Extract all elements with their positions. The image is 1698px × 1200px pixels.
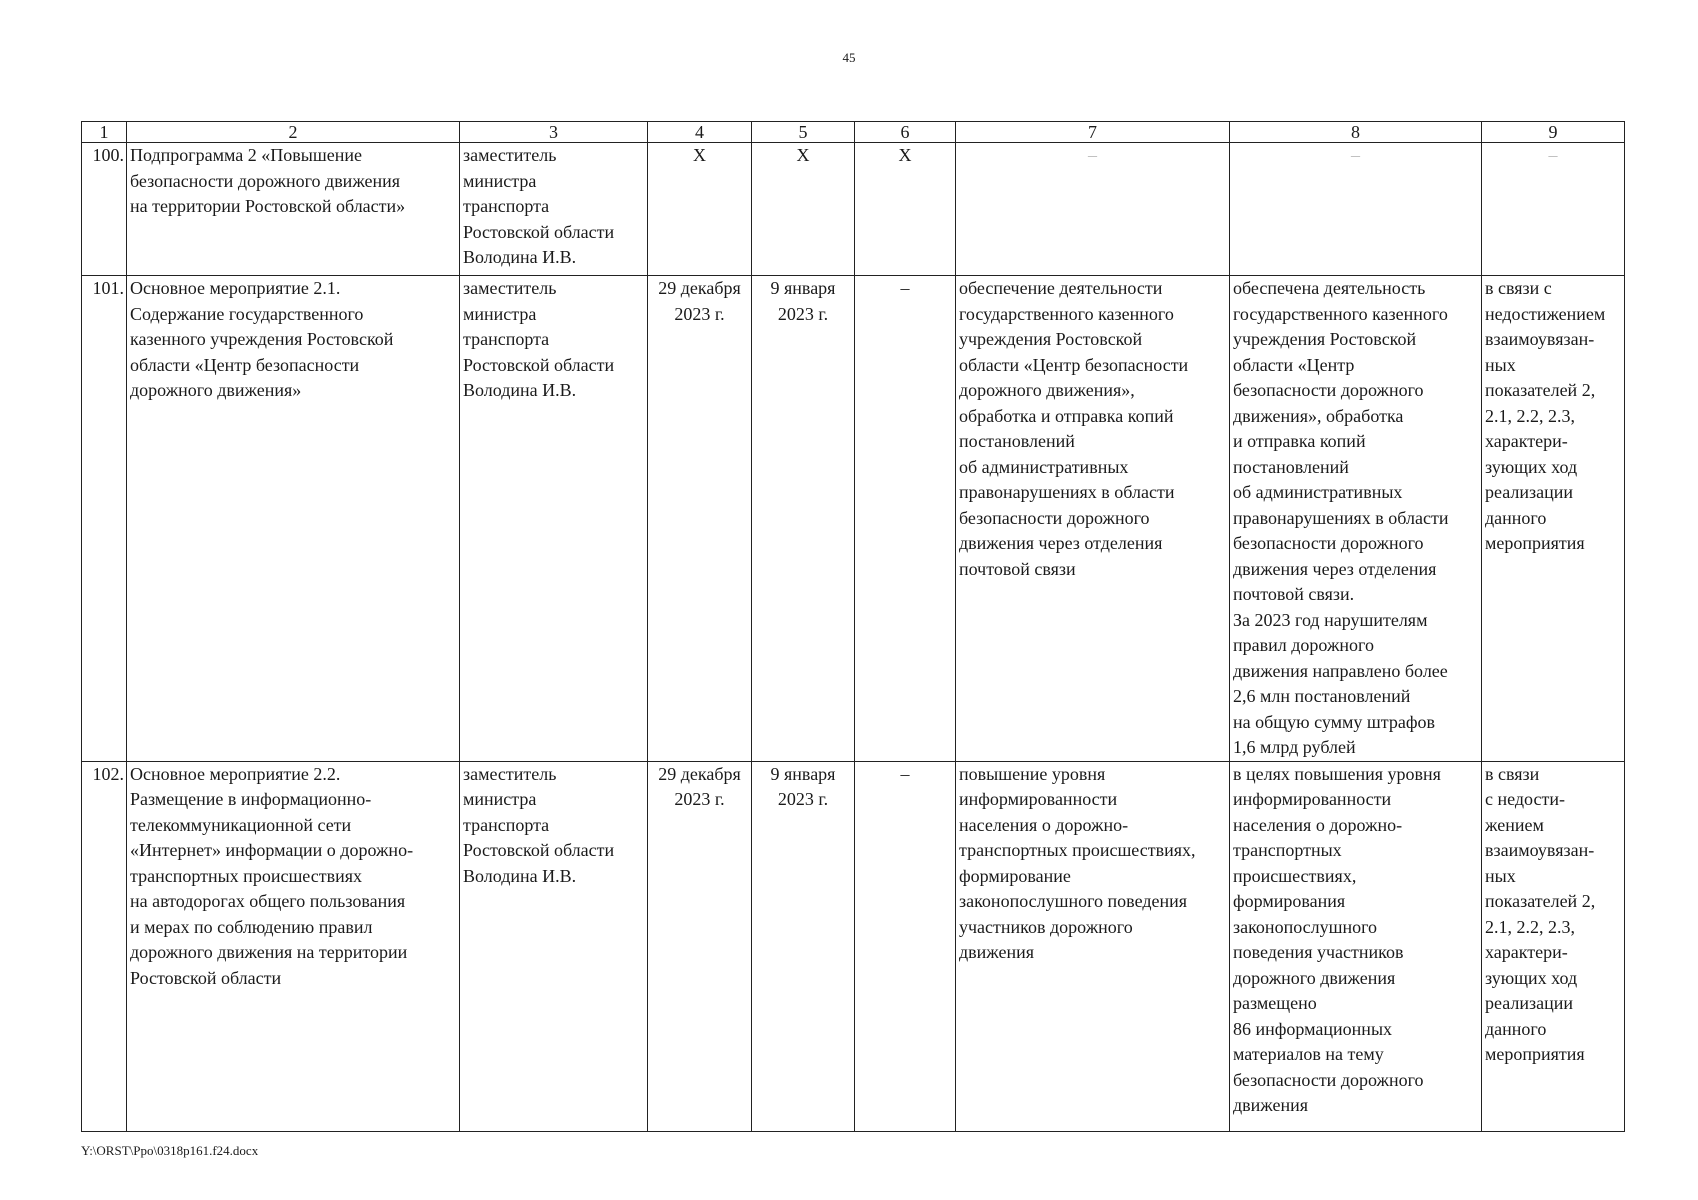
- header-cell: 6: [855, 122, 956, 143]
- table-row: [82, 143, 1625, 276]
- measure-name: Основное мероприятие 2.2. Размещение в информационно- телекоммуникационной сети «Интернет» информации о дорожно- транспортных происшествиях на автодорогах общего пользования и мерах по соблюдению правил дорожного движения на территории Ростовской области: [127, 761, 460, 1131]
- responsible-person: заместитель министра транспорта Ростовской области Володина И.В.: [460, 143, 648, 276]
- header-cell: 1: [82, 122, 127, 143]
- actual-start-date: X: [752, 143, 855, 276]
- actual-result: в целях повышения уровня информированности населения о дорожно- транспортных происшествиях, формирования законопослушного поведения участников дорожного движения размещено 86 информационных материалов на тему безопасности дорожного движения: [1230, 761, 1482, 1131]
- reasons: в связи с недости- жением взаимоувязан- ных показателей 2, 2.1, 2.2, 2.3, характери- зующих ход реализации данного мероприятия: [1482, 761, 1625, 1131]
- table-header-row: [82, 122, 1625, 143]
- responsible-person: заместитель министра транспорта Ростовской области Володина И.В.: [460, 276, 648, 762]
- planned-result: –: [956, 143, 1230, 276]
- responsible-person: заместитель министра транспорта Ростовской области Володина И.В.: [460, 761, 648, 1131]
- page-number: 45: [842, 50, 856, 65]
- header-cell: 3: [460, 122, 648, 143]
- header-cell: 9: [1482, 122, 1625, 143]
- report-table: [81, 121, 1625, 1132]
- table-row: [82, 761, 1625, 1131]
- header-cell: 4: [648, 122, 752, 143]
- measure-name: Подпрограмма 2 «Повышение безопасности дорожного движения на территории Ростовской области»: [127, 143, 460, 276]
- planned-date: 29 декабря 2023 г.: [648, 761, 752, 1131]
- actual-result: –: [1230, 143, 1482, 276]
- planned-result: обеспечение деятельности государственного казенного учреждения Ростовской области «Центр безопасности дорожного движения», обработка и отправка копий постановлений об административных правонарушениях в области безопасности дорожного движения через отделения почтовой связи: [956, 276, 1230, 762]
- planned-date: 29 декабря 2023 г.: [648, 276, 752, 762]
- actual-start-date: 9 января 2023 г.: [752, 761, 855, 1131]
- header-cell: 2: [127, 122, 460, 143]
- row-number: 100.: [82, 143, 127, 276]
- actual-result: обеспечена деятельность государственного казенного учреждения Ростовской области «Центр безопасности дорожного движения», обработка и отправка копий постановлений об административных правонарушениях в области безопасности дорожного движения через отделения почтовой связи. За 2023 год нарушителям правил дорожного движения направлено более 2,6 млн постановлений на общую сумму штрафов 1,6 млрд рублей: [1230, 276, 1482, 762]
- reasons: в связи с недостижением взаимоувязан- ных показателей 2, 2.1, 2.2, 2.3, характери- зующих ход реализации данного мероприятия: [1482, 276, 1625, 762]
- reasons: –: [1482, 143, 1625, 276]
- planned-date: X: [648, 143, 752, 276]
- actual-end-date: X: [855, 143, 956, 276]
- actual-end-date: –: [855, 761, 956, 1131]
- header-cell: 7: [956, 122, 1230, 143]
- row-number: 102.: [82, 761, 127, 1131]
- row-number: 101.: [82, 276, 127, 762]
- header-cell: 8: [1230, 122, 1482, 143]
- header-cell: 5: [752, 122, 855, 143]
- file-path-footer: Y:\ORST\Ppo\0318p161.f24.docx: [81, 1143, 259, 1158]
- table-row: [82, 276, 1625, 762]
- measure-name: Основное мероприятие 2.1. Содержание государственного казенного учреждения Ростовской области «Центр безопасности дорожного движения»: [127, 276, 460, 762]
- actual-start-date: 9 января 2023 г.: [752, 276, 855, 762]
- actual-end-date: –: [855, 276, 956, 762]
- planned-result: повышение уровня информированности населения о дорожно- транспортных происшествиях, формирование законопослушного поведения участников дорожного движения: [956, 761, 1230, 1131]
